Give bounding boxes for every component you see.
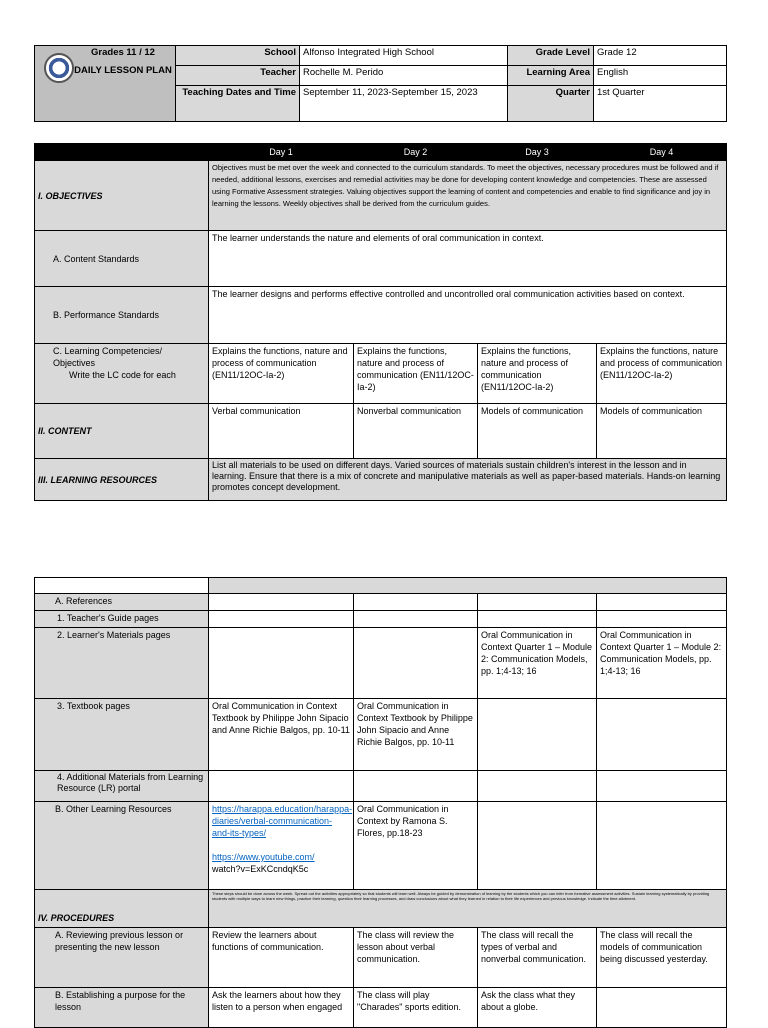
learners-materials-day-3: Oral Communication in Context Quarter 1 – Module 2: Communication Models, pp. 1;4-13; 16	[478, 628, 597, 699]
teacher-label: Teacher	[176, 66, 300, 86]
procedures-label: IV. PROCEDURES	[35, 890, 209, 928]
header-table	[34, 45, 727, 122]
procedure-a-day-2: The class will review the lesson about verbal communication.	[354, 928, 478, 988]
procedure-b-label: B. Establishing a purpose for the lesson	[35, 988, 209, 1028]
procedure-b-day-2: The class will play "Charades" sports edition.	[354, 988, 478, 1028]
youtube-link-path: watch?v=ExKCcndqK5c	[212, 864, 309, 874]
procedures-note: These steps should be done across the week. Spread out the activities appropriately so that students will learn well. Always be guided by demonstration of learning by the students which you can infer from formative assessment activities. Sustain learning systematically by providing students with multiple ways to learn new things, practice their learning, question their learning processes, and draw conclusions about what they learned in relation to their life experiences and previous knowledge. Indicate the time allotment.	[209, 890, 727, 928]
school-label: School	[176, 46, 300, 66]
competencies-label-1: C. Learning Competencies/ Objectives	[53, 346, 163, 368]
learning-area-value: English	[594, 66, 727, 86]
quarter-value: 1st Quarter	[594, 86, 727, 122]
procedure-b-day-3: Ask the class what they about a globe.	[478, 988, 597, 1028]
textbook-day-2: Oral Communication in Context Textbook by Philippe John Sipacio and Anne Richie Balgos, pp. 10-11	[354, 699, 478, 771]
days-header-blank	[35, 144, 209, 161]
objectives-label: I. OBJECTIVES	[35, 161, 209, 231]
learning-resources-text: List all materials to be used on different days. Varied sources of materials sustain children's interest in the lesson and in learning. Ensure that there is a mix of concrete and manipulative materials as well as paper-based materials. Hands-on learning promotes concept development.	[209, 459, 727, 501]
blank-header-right	[209, 578, 727, 594]
content-day-3: Models of communication	[478, 404, 597, 459]
procedure-a-day-3: The class will recall the types of verbal and nonverbal communication.	[478, 928, 597, 988]
competencies-label	[35, 344, 209, 404]
additional-materials-label: 4. Additional Materials from Learning Resource (LR) portal	[35, 771, 209, 802]
content-day-4: Models of communication	[597, 404, 727, 459]
grade-level-label: Grade Level	[508, 46, 594, 66]
teacher-value: Rochelle M. Perido	[300, 66, 508, 86]
objectives-text: Objectives must be met over the week and connected to the curriculum standards. To meet the objectives, necessary procedures must be followed and if needed, additional lessons, exercises and remedial activities may be done for developing content knowledge and competencies. These are assessed using Formative Assessment strategies. Valuing objectives support the learning of content and competencies and enable to find significance and joy in learning the lessons. Weekly objectives shall be derived from the curriculum guides.	[209, 161, 727, 231]
content-label: II. CONTENT	[35, 404, 209, 459]
harappa-link[interactable]: https://harappa.education/harappa-diaries/verbal-communication-and-its-types/	[212, 804, 353, 838]
textbook-label: 3. Textbook pages	[35, 699, 209, 771]
grades-label: Grades 11 / 12	[91, 47, 155, 58]
deped-seal-icon	[44, 53, 74, 83]
procedure-b-day-1: Ask the learners about how they listen to a person when engaged	[209, 988, 354, 1028]
competency-day-2: Explains the functions, nature and process of communication (EN11/12OC-Ia-2)	[354, 344, 478, 404]
resources-procedures-table	[34, 577, 727, 1028]
header-logo-cell	[35, 46, 176, 122]
dates-value: September 11, 2023-September 15, 2023	[300, 86, 508, 122]
procedure-a-day-4: The class will recall the models of communication being discussed yesterday.	[597, 928, 727, 988]
references-label: A. References	[35, 594, 209, 611]
day-3-header: Day 3	[478, 144, 597, 161]
other-resources-day-2: Oral Communication in Context by Ramona S. Flores, pp.18-23	[354, 802, 478, 890]
quarter-label: Quarter	[508, 86, 594, 122]
learners-materials-label: 2. Learner's Materials pages	[35, 628, 209, 699]
performance-standards-text: The learner designs and performs effective controlled and uncontrolled oral communication activities based on context.	[209, 287, 727, 344]
procedure-a-day-1: Review the learners about functions of communication.	[209, 928, 354, 988]
youtube-link[interactable]: https://www.youtube.com/	[212, 852, 315, 862]
blank-header-left	[35, 578, 209, 594]
procedure-a-label: A. Reviewing previous lesson or presenting the new lesson	[35, 928, 209, 988]
day-1-header: Day 1	[209, 144, 354, 161]
day-4-header: Day 4	[597, 144, 727, 161]
competency-day-4: Explains the functions, nature and process of communication (EN11/12OC-Ia-2)	[597, 344, 727, 404]
other-resources-label: B. Other Learning Resources	[35, 802, 209, 890]
grade-level-value: Grade 12	[594, 46, 727, 66]
other-resources-day-1	[209, 802, 354, 890]
dates-label: Teaching Dates and Time	[176, 86, 300, 122]
teachers-guide-label: 1. Teacher's Guide pages	[35, 611, 209, 628]
learning-resources-label: III. LEARNING RESOURCES	[35, 459, 209, 501]
competencies-label-2: Write the LC code for each	[69, 370, 176, 380]
competency-day-3: Explains the functions, nature and process of communication (EN11/12OC-Ia-2)	[478, 344, 597, 404]
learning-area-label: Learning Area	[508, 66, 594, 86]
school-value: Alfonso Integrated High School	[300, 46, 508, 66]
content-standards-text: The learner understands the nature and elements of oral communication in context.	[209, 231, 727, 287]
competency-day-1: Explains the functions, nature and process of communication (EN11/12OC-Ia-2)	[209, 344, 354, 404]
objectives-table	[34, 143, 727, 501]
day-2-header: Day 2	[354, 144, 478, 161]
textbook-day-1: Oral Communication in Context Textbook by Philippe John Sipacio and Anne Richie Balgos, pp. 10-11	[209, 699, 354, 771]
content-day-1: Verbal communication	[209, 404, 354, 459]
plan-title: DAILY LESSON PLAN	[74, 65, 172, 76]
performance-standards-label: B. Performance Standards	[35, 287, 209, 344]
learners-materials-day-4: Oral Communication in Context Quarter 1 – Module 2: Communication Models, pp. 1;4-13; 16	[597, 628, 727, 699]
content-standards-label: A. Content Standards	[35, 231, 209, 287]
content-day-2: Nonverbal communication	[354, 404, 478, 459]
